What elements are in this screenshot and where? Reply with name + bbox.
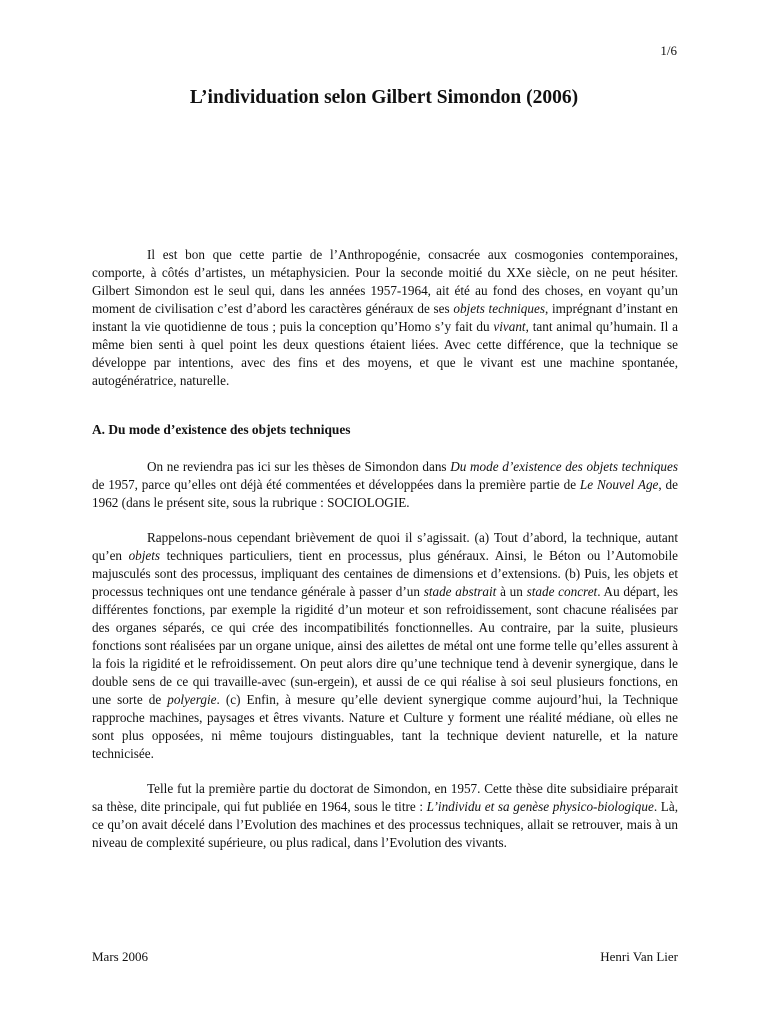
emphasis: Du mode d’existence des objets techniques bbox=[450, 459, 679, 474]
footer-author: Henri Van Lier bbox=[600, 949, 678, 964]
text-span: à un bbox=[496, 584, 527, 599]
paragraph-rappel bbox=[92, 529, 678, 763]
page-footer bbox=[92, 949, 678, 965]
text-span: . Là, ce qu’on avait décelé dans l’Evolution des machines et des processus techniques, allait se retrouver, mais à un niveau de complexité supérieure, ou plus radical, dans l’Evolution des vivants. bbox=[92, 799, 678, 850]
emphasis: objets techniques bbox=[453, 301, 545, 316]
emphasis: Le Nouvel Age bbox=[579, 477, 659, 492]
page-number: 1/6 bbox=[660, 43, 677, 58]
text-span: Telle fut la première partie du doctorat de Simondon, en 1957. Cette thèse dite subsidiaire préparait sa thèse, dite principale, qui fut publiée en 1964, sous le titre : bbox=[92, 781, 678, 814]
text-span: , imprégnant d’instant en instant la vie quotidienne de tous ; puis la conception qu’Homo s’y fait du bbox=[92, 301, 678, 334]
emphasis: L’individu et sa genèse physico-biologique bbox=[426, 799, 654, 814]
document-body bbox=[92, 246, 678, 869]
document-title: L’individuation selon Gilbert Simondon (2006) bbox=[189, 87, 579, 108]
footer-date: Mars 2006 bbox=[92, 949, 148, 964]
text-span: Il est bon que cette partie de l’Anthropogénie, consacrée aux cosmogonies contemporaines, comporte, à côtés d’artistes, un métaphysicien. Pour la seconde moitié du XXe siècle, on ne peut hésiter. Gilbert Simondon est le seul qui, dans les années 1957-1964, ait été au fond des choses, en voyant qu’un moment de civilisation c’est d’abord les caractères généraux de ses bbox=[92, 247, 678, 316]
text-span: de 1957, parce qu’elles ont déjà été commentées et développées dans la première partie de bbox=[92, 477, 580, 492]
text-span: . Au départ, les différentes fonctions, par exemple la rigidité d’un moteur et son refroidissement, sont chacune réalisées par des organes séparés, ce qui crée des incompatibilités fonctionnelles. Au contraire, par la suite, plusieurs fonctions sont réalisées par un organe unique, ainsi des ailettes de métal ont une forme telle qu’elles assurent à la fois la rigidité et le refroidissement. On peut alors dire qu’une technique tend à devenir synergique, dans le double sens de ce qui travaille-avec (sun-ergein), et aussi de ce qui réalise à soi seul plusieurs fonctions, en une sorte de bbox=[92, 584, 679, 707]
emphasis: stade concret bbox=[526, 584, 598, 599]
emphasis: polyergie bbox=[167, 692, 217, 707]
paragraph-intro bbox=[92, 246, 678, 390]
text-span: Rappelons-nous cependant brièvement de quoi il s’agissait. (a) Tout d’abord, la technique, autant qu’en bbox=[92, 530, 678, 563]
paragraph-doctorat bbox=[92, 780, 678, 852]
text-span: , tant animal qu’humain. Il a même bien senti à quel point les deux questions étaient liées. Avec cette différence, que la technique se développe par intentions, avec des fins et des moyens, et que le vivant est une machine spontanée, autogénératrice, naturelle. bbox=[92, 319, 678, 388]
text-span: . (c) Enfin, à mesure qu’elle devient synergique comme aujourd’hui, la Technique rapproche machines, paysages et êtres vivants. Nature et Culture y forment une réalité médiane, où elles ne sont plus opposées, ni même toujours distinguables, tant la technique devient naturelle, et la nature technicisée. bbox=[92, 692, 679, 761]
text-span: , de 1962 (dans le présent site, sous la rubrique : SOCIOLOGIE. bbox=[92, 477, 678, 510]
text-span: techniques particuliers, tient en processus, plus généraux. Ainsi, le Béton ou l’Automobile majusculés sont des processus, impliquant des centaines de dimensions et d’extensions. (b) Puis, les objets et processus techniques ont une tendance générale à passer d’un bbox=[92, 548, 678, 599]
emphasis: vivant bbox=[493, 319, 526, 334]
emphasis: objets bbox=[128, 548, 161, 563]
paragraph-mode-existence bbox=[92, 458, 678, 512]
emphasis: stade abstrait bbox=[423, 584, 497, 599]
text-span: On ne reviendra pas ici sur les thèses de Simondon dans bbox=[147, 459, 451, 474]
section-heading-a: A. Du mode d’existence des objets techniques bbox=[92, 422, 351, 437]
